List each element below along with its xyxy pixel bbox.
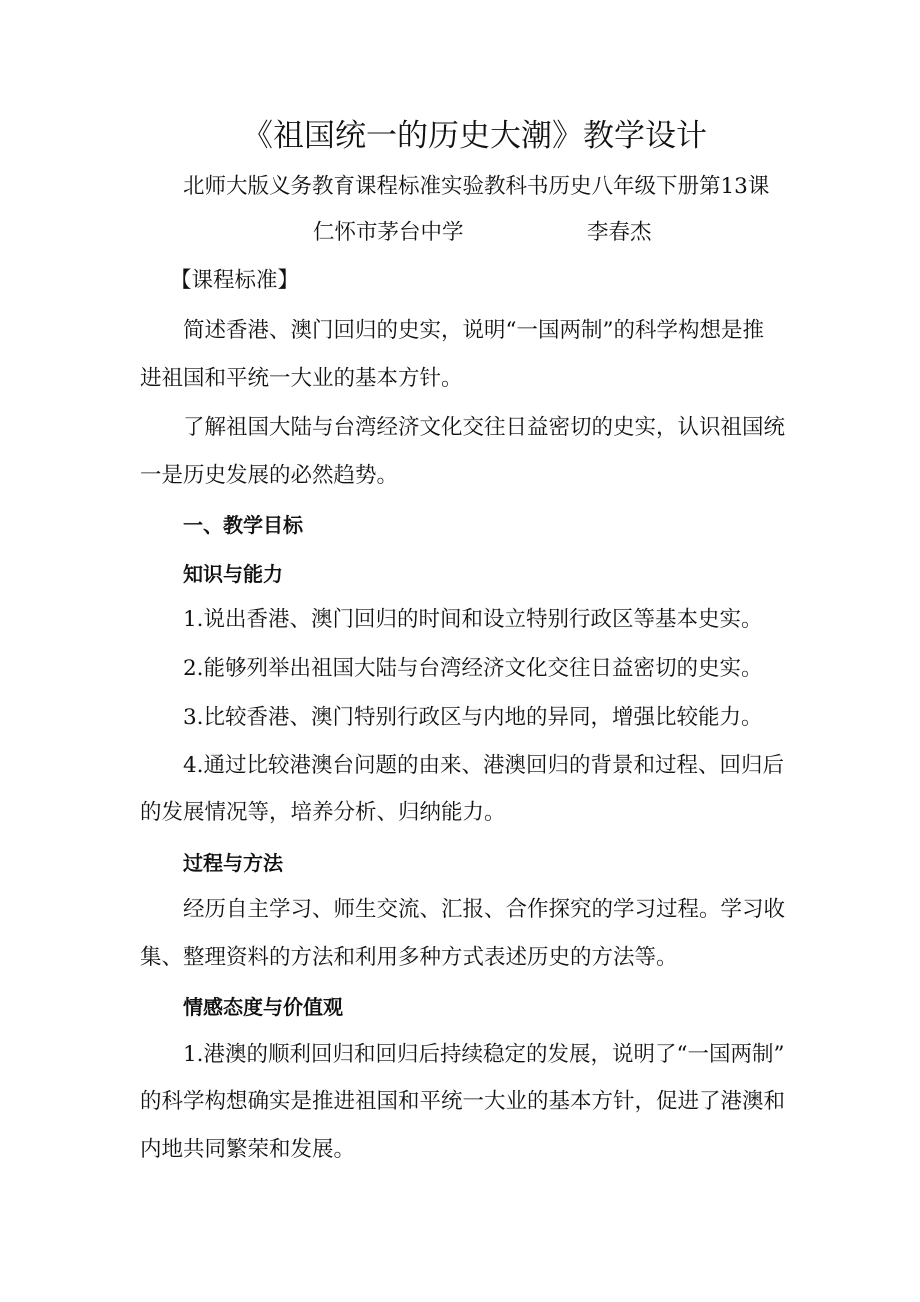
author-school: 仁怀市茅台中学	[313, 220, 464, 245]
author-name: 李春杰	[587, 220, 652, 245]
knowledge-item-4-line2: 的发展情况等，培养分析、归纳能力。	[140, 800, 506, 825]
process-p1-line1: 经历自主学习、师生交流、汇报、合作探究的学习过程。学习收	[183, 897, 786, 922]
process-heading: 过程与方法	[183, 851, 283, 875]
knowledge-item-1: 1.说出香港、澳门回归的时间和设立特别行政区等基本史实。	[183, 607, 763, 632]
document-title: 《祖国统一的历史大潮》教学设计	[242, 118, 707, 154]
emotion-item-1-line2: 的科学构想确实是推进祖国和平统一大业的基本方针，促进了港澳和	[140, 1089, 786, 1114]
emotion-item-1-line1: 1.港澳的顺利回归和回归后持续稳定的发展，说明了“一国两制”	[183, 1042, 785, 1067]
emotion-item-1-line3: 内地共同繁荣和发展。	[140, 1137, 356, 1162]
knowledge-heading: 知识与能力	[183, 562, 283, 586]
document-subtitle: 北师大版义务教育课程标准实验教科书历史八年级下册第13课	[183, 174, 770, 199]
knowledge-item-4-line1: 4.通过比较港澳台问题的由来、港澳回归的背景和过程、回归后	[183, 753, 785, 778]
course-standard-p2-line1: 了解祖国大陆与台湾经济文化交往日益密切的史实，认识祖国统	[183, 415, 786, 440]
emotion-heading: 情感态度与价值观	[183, 995, 343, 1019]
section-teaching-goals-heading: 一、教学目标	[183, 513, 303, 537]
knowledge-item-2: 2.能够列举出祖国大陆与台湾经济文化交往日益密切的史实。	[183, 656, 763, 681]
course-standard-p1-line2: 进祖国和平统一大业的基本方针。	[140, 366, 463, 391]
course-standard-heading: 【课程标准】	[170, 268, 300, 293]
knowledge-item-3: 3.比较香港、澳门特别行政区与内地的异同，增强比较能力。	[183, 705, 763, 730]
course-standard-p1-line1: 简述香港、澳门回归的史实，说明“一国两制”的科学构想是推	[183, 318, 764, 343]
process-p1-line2: 集、整理资料的方法和利用多种方式表述历史的方法等。	[140, 945, 678, 970]
course-standard-p2-line2: 一是历史发展的必然趋势。	[140, 463, 399, 488]
